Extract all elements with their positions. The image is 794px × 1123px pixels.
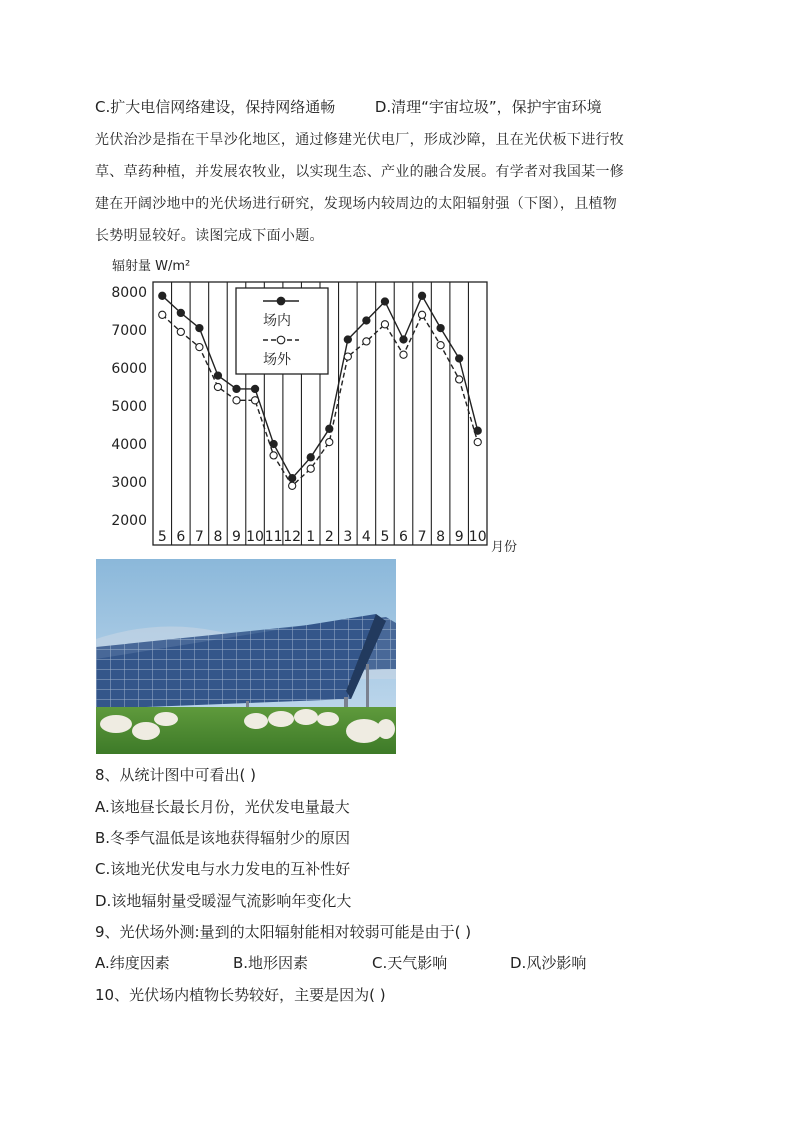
x-tick-label: 9 [232, 529, 241, 545]
x-tick-label: 6 [399, 529, 408, 545]
point-inside [270, 440, 277, 447]
point-outside [381, 321, 388, 328]
y-tick-labels [111, 285, 147, 529]
x-tick-label: 10 [246, 529, 264, 545]
point-inside [456, 355, 463, 362]
point-inside [233, 385, 240, 392]
x-tick-label: 4 [361, 529, 371, 545]
y-tick-label: 5000 [111, 399, 147, 415]
chart-legend [236, 288, 328, 374]
question-10-stem: 10、光伏场内植物长势较好，主要是因为( ) [95, 986, 386, 1004]
point-outside [214, 383, 221, 390]
x-tick-label: 1 [306, 529, 316, 545]
point-inside [437, 325, 444, 332]
question-8-stem: 8、从统计图中可看出( ) [95, 766, 257, 784]
solar-panels-with-sheep-photo [96, 559, 396, 754]
y-tick-label: 3000 [111, 475, 147, 491]
x-tick-label: 12 [283, 529, 302, 545]
question-9-option-d[interactable]: D.风沙影响 [510, 954, 587, 972]
question-9-option-a[interactable]: A.纬度因素 [95, 954, 170, 972]
point-outside [251, 397, 258, 404]
passage-line-3: 建在开阔沙地中的光伏场进行研究，发现场内较周边的太阳辐射强（下图），且植物 [95, 196, 618, 212]
point-inside [344, 336, 351, 343]
x-tick-labels [158, 529, 487, 545]
point-outside [270, 452, 277, 459]
legend-label: 场外 [263, 352, 291, 368]
legend-marker [277, 336, 285, 344]
question-9-stem: 9、光伏场外测:量到的太阳辐射能相对较弱可能是由于( ) [95, 923, 472, 941]
point-inside [363, 317, 370, 324]
x-tick-label: 11 [264, 529, 283, 545]
point-outside [289, 482, 296, 489]
point-inside [381, 298, 388, 305]
point-inside [214, 372, 221, 379]
point-inside [177, 309, 184, 316]
passage-line-1: 光伏治沙是指在干旱沙化地区，通过修建光伏电厂，形成沙障，且在光伏板下进行牧 [95, 132, 625, 148]
point-outside [159, 311, 166, 318]
x-tick-label: 10 [468, 529, 487, 545]
y-tick-label: 2000 [111, 513, 147, 529]
x-tick-label: 7 [194, 529, 204, 545]
point-inside [418, 292, 425, 299]
point-outside [307, 465, 314, 472]
x-tick-label: 6 [176, 529, 186, 545]
question-8-option-c[interactable]: C.该地光伏发电与水力发电的互补性好 [95, 860, 351, 878]
option-row-top [95, 96, 602, 117]
x-tick-label: 8 [213, 529, 223, 545]
question-8-option-b[interactable]: B.冬季气温低是该地获得辐射少的原因 [95, 829, 351, 847]
question-9-option-c[interactable]: C.天气影响 [372, 954, 448, 972]
x-tick-label: 2 [324, 529, 334, 545]
point-inside [400, 336, 407, 343]
point-outside [363, 338, 370, 345]
point-outside [196, 344, 203, 351]
point-outside [233, 397, 240, 404]
x-tick-label: 8 [436, 529, 446, 545]
passage-line-4: 长势明显较好。读图完成下面小题。 [95, 228, 324, 244]
passage-line-2: 草、草药种植，并发展农牧业，以实现生态、产业的融合发展。有学者对我国某一修 [95, 164, 625, 180]
y-tick-label: 8000 [111, 285, 147, 301]
y-axis-label: 辐射量 W/m² [112, 259, 191, 274]
point-outside [418, 311, 425, 318]
point-inside [251, 385, 258, 392]
y-tick-label: 4000 [111, 437, 147, 453]
x-tick-label: 9 [454, 529, 464, 545]
option-d-prev: D.清理“宇宙垃圾”，保护宇宙环境 [374, 98, 602, 116]
point-outside [400, 351, 407, 358]
x-tick-label: 5 [157, 529, 167, 545]
point-outside [344, 353, 351, 360]
point-inside [196, 325, 203, 332]
point-inside [159, 292, 166, 299]
x-axis-label: 月份 [491, 540, 518, 555]
point-outside [456, 376, 463, 383]
question-8-option-d[interactable]: D.该地辐射量受暖湿气流影响年变化大 [95, 892, 352, 910]
legend-label: 场内 [263, 313, 291, 329]
point-inside [289, 475, 296, 482]
x-tick-label: 5 [380, 529, 390, 545]
point-outside [177, 328, 184, 335]
question-9-option-b[interactable]: B.地形因素 [233, 954, 309, 972]
point-outside [474, 439, 481, 446]
x-tick-label: 7 [417, 529, 427, 545]
point-outside [437, 342, 444, 349]
y-tick-label: 6000 [111, 361, 147, 377]
radiation-line-chart [95, 255, 535, 555]
question-8-option-a[interactable]: A.该地昼长最长月份，光伏发电量最大 [95, 798, 350, 816]
option-c-prev: C.扩大电信网络建设，保持网络通畅 [95, 98, 336, 116]
y-tick-label: 7000 [111, 323, 147, 339]
point-outside [326, 439, 333, 446]
x-tick-label: 3 [343, 529, 353, 545]
point-inside [307, 454, 314, 461]
legend-marker [277, 297, 285, 305]
